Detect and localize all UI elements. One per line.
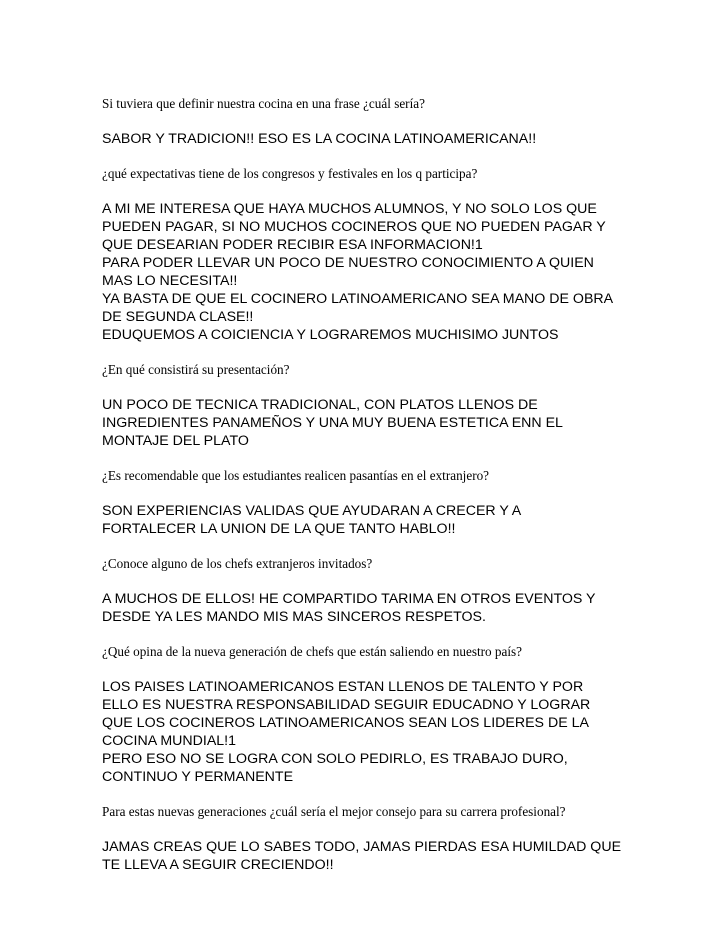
answer-1	[102, 130, 662, 148]
answer-line: ELLO ES NUESTRA RESPONSABILIDAD SEGUIR EDUCADNO Y LOGRAR	[102, 697, 591, 713]
answer-4	[102, 502, 662, 538]
question-4: ¿Es recomendable que los estudiantes realicen pasantías en el extranjero?	[102, 468, 490, 483]
answer-7	[102, 838, 662, 874]
question-7: Para estas nuevas generaciones ¿cuál sería el mejor consejo para su carrera profesional?	[102, 804, 566, 819]
answer-line: PUEDEN PAGAR, SI NO MUCHOS COCINEROS QUE NO PUEDEN PAGAR Y	[102, 219, 606, 235]
answer-line: YA BASTA DE QUE EL COCINERO LATINOAMERICANO SEA MANO DE OBRA	[102, 291, 614, 307]
answer-3	[102, 396, 662, 450]
question-1: Si tuviera que definir nuestra cocina en una frase ¿cuál sería?	[102, 96, 425, 111]
document-page	[102, 96, 662, 892]
answer-line: LOS PAISES LATINOAMERICANOS ESTAN LLENOS DE TALENTO Y POR	[102, 679, 584, 695]
question-6: ¿Qué opina de la nueva generación de chefs que están saliendo en nuestro país?	[102, 644, 522, 659]
answer-line: JAMAS CREAS QUE LO SABES TODO, JAMAS PIERDAS ESA HUMILDAD QUE	[102, 839, 622, 855]
answer-line: EDUQUEMOS A COICIENCIA Y LOGRAREMOS MUCHISIMO JUNTOS	[102, 327, 559, 343]
answer-6	[102, 678, 662, 786]
answer-line: CONTINUO Y PERMANENTE	[102, 769, 294, 785]
answer-line: SABOR Y TRADICION!! ESO ES LA COCINA LATINOAMERICANA!!	[102, 131, 537, 147]
answer-line: DE SEGUNDA CLASE!!	[102, 309, 254, 325]
answer-line: A MUCHOS DE ELLOS! HE COMPARTIDO TARIMA EN OTROS EVENTOS Y	[102, 591, 596, 607]
answer-line: A MI ME INTERESA QUE HAYA MUCHOS ALUMNOS, Y NO SOLO LOS QUE	[102, 201, 597, 217]
answer-5	[102, 590, 662, 626]
question-5: ¿Conoce alguno de los chefs extranjeros invitados?	[102, 556, 373, 571]
answer-line: FORTALECER LA UNION DE LA QUE TANTO HABLO!!	[102, 521, 456, 537]
question-2: ¿qué expectativas tiene de los congresos y festivales en los q participa?	[102, 166, 478, 181]
answer-line: TE LLEVA A SEGUIR CRECIENDO!!	[102, 857, 334, 873]
answer-line: MAS LO NECESITA!!	[102, 273, 238, 289]
answer-line: COCINA MUNDIAL!1	[102, 733, 237, 749]
answer-line: QUE LOS COCINEROS LATINOAMERICANOS SEAN LOS LIDERES DE LA	[102, 715, 589, 731]
answer-line: SON EXPERIENCIAS VALIDAS QUE AYUDARAN A CRECER Y A	[102, 503, 522, 519]
answer-2	[102, 200, 662, 344]
answer-line: PERO ESO NO SE LOGRA CON SOLO PEDIRLO, ES TRABAJO DURO,	[102, 751, 568, 767]
question-3: ¿En qué consistirá su presentación?	[102, 362, 290, 377]
answer-line: QUE DESEARIAN PODER RECIBIR ESA INFORMACION!1	[102, 237, 483, 253]
answer-line: MONTAJE DEL PLATO	[102, 433, 249, 449]
answer-line: PARA PODER LLEVAR UN POCO DE NUESTRO CONOCIMIENTO A QUIEN	[102, 255, 594, 271]
answer-line: INGREDIENTES PANAMEÑOS Y UNA MUY BUENA ESTETICA ENN EL	[102, 415, 563, 431]
answer-line: UN POCO DE TECNICA TRADICIONAL, CON PLATOS LLENOS DE	[102, 397, 538, 413]
answer-line: DESDE YA LES MANDO MIS MAS SINCEROS RESPETOS.	[102, 609, 486, 625]
